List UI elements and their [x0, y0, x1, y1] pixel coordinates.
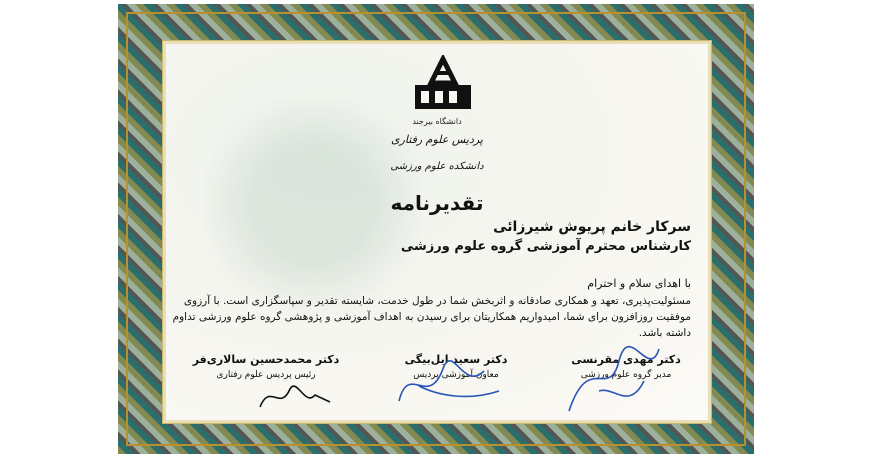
signatory-name: دکتر سعید ایل‌بیگی: [404, 353, 508, 366]
campus-name: پردیس علوم رفتاری: [391, 133, 483, 146]
signature-scribble-blue-2: [389, 341, 509, 421]
certificate-title: تقدیرنامه: [390, 191, 484, 215]
signatory-name: دکتر مهدی مقرنسی: [571, 353, 681, 366]
signature-scribble-black: [255, 377, 335, 417]
signatory-position: معاون آموزشی پردیس: [413, 370, 499, 380]
certificate-content: [162, 40, 712, 424]
university-name: دانشگاه بیرجند: [412, 117, 462, 126]
signatory-position: رئیس پردیس علوم رفتاری: [216, 370, 316, 380]
recipient-name: سرکار خانم پریوش شیرزائی: [493, 219, 691, 235]
recipient-role: کارشناس محترم آموزشی گروه علوم ورزشی: [400, 239, 691, 254]
university-logo-icon: [411, 55, 475, 113]
greeting-text: با اهدای سلام و احترام: [587, 277, 691, 290]
signature-block-campus-head: [181, 353, 351, 380]
signatory-name: دکتر محمدحسین سالاری‌فر: [192, 353, 340, 366]
signatory-position: مدیر گروه علوم ورزشی: [580, 370, 672, 380]
faculty-name: دانشکده علوم ورزشی: [390, 161, 484, 172]
signature-scribble-blue-1: [559, 341, 669, 421]
body-text: مسئولیت‌پذیری، تعهد و همکاری صادقانه و اثربخش شما در طول خدمت، شایسته تقدیر و سپاسگزاری است. با آرزوی موفقیت روزافزون برای شما، امیدواریم همکاریتان برای رسیدن به اهداف آموزشی و پژوهشی گروه علوم ورزشی تداوم داشته باشد.: [172, 295, 691, 339]
certificate-sheet: [118, 4, 754, 454]
